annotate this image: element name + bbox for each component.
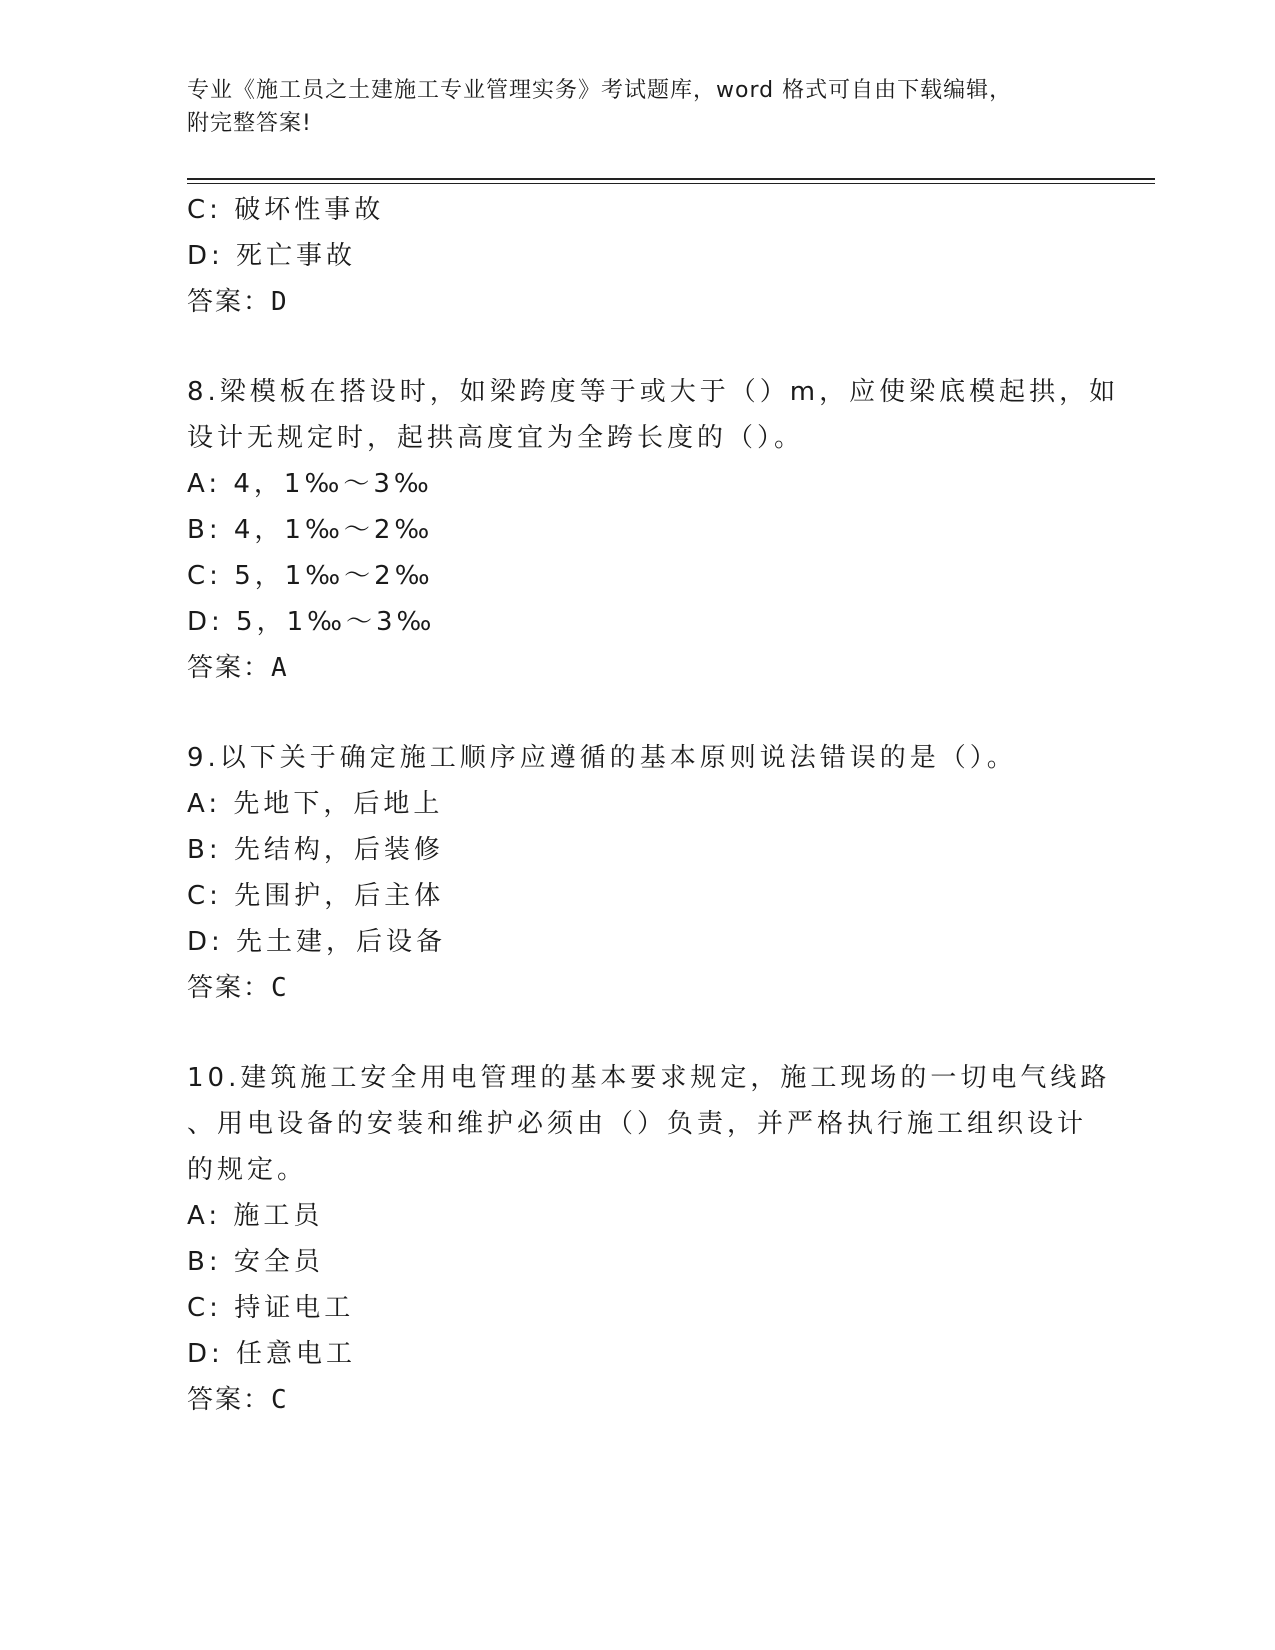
option-text: 先土建，后设备 (236, 927, 447, 957)
option-text: 任意电工 (236, 1339, 357, 1369)
option-b (187, 1239, 1087, 1285)
question-text-line: 设计无规定时，起拱高度宜为全跨长度的（）。 (187, 423, 805, 453)
option-text: 先地下，后地上 (233, 789, 444, 819)
answer-line (187, 279, 1087, 325)
option-text: 先结构，后装修 (233, 835, 444, 865)
option-text: 安全员 (233, 1247, 324, 1277)
option-d (187, 1331, 1087, 1377)
option-c (187, 873, 1087, 919)
option-c (187, 553, 1087, 599)
answer-line (187, 965, 1087, 1011)
option-text: 先围护，后主体 (234, 881, 445, 911)
answer-value: C (271, 973, 289, 1003)
answer-value: A (271, 653, 289, 683)
option-c (187, 187, 1087, 233)
option-b (187, 827, 1087, 873)
header-rule-thin (187, 183, 1155, 184)
option-a (187, 1193, 1087, 1239)
option-label: B: (187, 835, 222, 865)
answer-line (187, 645, 1087, 691)
option-text: 破坏性事故 (234, 195, 385, 225)
option-b (187, 507, 1087, 553)
option-label: A: (187, 789, 222, 819)
option-text: 施工员 (233, 1201, 324, 1231)
option-label: B: (187, 1247, 222, 1277)
option-a (187, 781, 1087, 827)
answer-line (187, 1377, 1087, 1423)
question-text-line: 、用电设备的安装和维护必须由（）负责，并严格执行施工组织设计 (187, 1109, 1088, 1139)
option-text: 5，1‰～3‰ (236, 607, 436, 637)
option-label: C: (187, 561, 222, 591)
carryover-block (187, 187, 1087, 325)
option-text: 死亡事故 (236, 241, 357, 271)
option-d (187, 599, 1087, 645)
answer-label: 答案： (187, 973, 272, 1003)
header-line-2: 附完整答案! (187, 111, 312, 136)
option-d (187, 919, 1087, 965)
option-text: 5，1‰～2‰ (234, 561, 434, 591)
answer-value: C (271, 1385, 289, 1415)
answer-value: D (271, 287, 289, 317)
option-text: 4，1‰～2‰ (233, 515, 434, 545)
option-label: A: (187, 469, 222, 499)
question-text-line: 的规定。 (187, 1155, 308, 1185)
question-text-line: 8.梁模板在搭设时，如梁跨度等于或大于（）m，应使梁底模起拱，如 (187, 377, 1120, 407)
answer-label: 答案： (187, 653, 272, 683)
question-8 (187, 369, 1120, 691)
question-10 (187, 1055, 1111, 1423)
document-header (187, 74, 1067, 140)
header-line-1: 专业《施工员之土建施工专业管理实务》考试题库，word 格式可自由下载编辑， (187, 78, 1013, 103)
option-d (187, 233, 1087, 279)
option-label: D: (187, 607, 224, 637)
option-label: C: (187, 195, 222, 225)
option-a (187, 461, 1087, 507)
question-9 (187, 735, 1087, 1011)
answer-label: 答案： (187, 1385, 272, 1415)
option-label: A: (187, 1201, 222, 1231)
option-label: D: (187, 1339, 224, 1369)
option-text: 4，1‰～3‰ (233, 469, 433, 499)
answer-label: 答案： (187, 287, 272, 317)
document-body (187, 187, 1120, 1423)
option-label: C: (187, 881, 222, 911)
question-text-line: 10.建筑施工安全用电管理的基本要求规定，施工现场的一切电气线路 (187, 1063, 1111, 1093)
option-c (187, 1285, 1087, 1331)
option-label: C: (187, 1293, 222, 1323)
question-text-line: 9.以下关于确定施工顺序应遵循的基本原则说法错误的是（）。 (187, 743, 1017, 773)
option-label: D: (187, 241, 224, 271)
option-label: B: (187, 515, 222, 545)
option-label: D: (187, 927, 224, 957)
option-text: 持证电工 (234, 1293, 355, 1323)
header-rule-thick (187, 178, 1155, 180)
